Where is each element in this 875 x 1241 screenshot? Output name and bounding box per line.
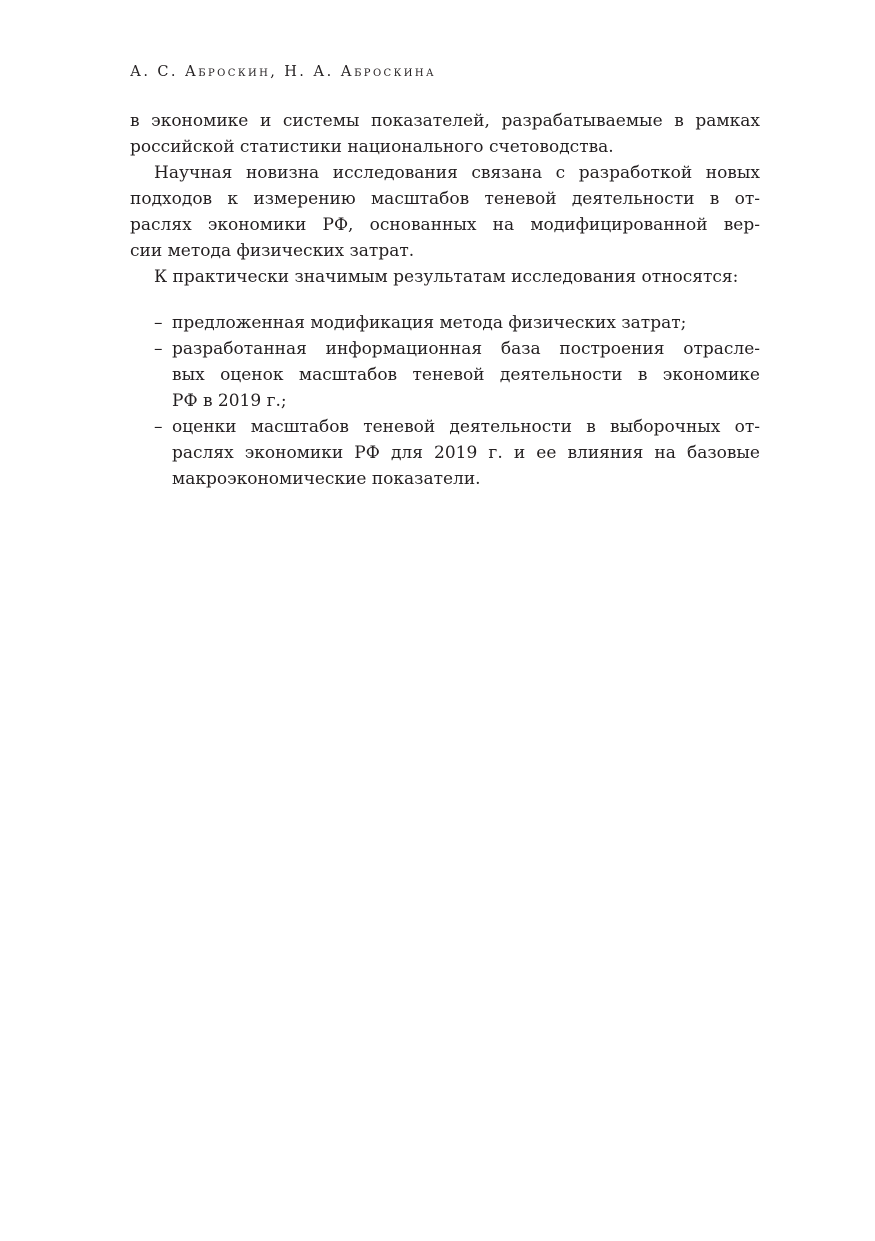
running-head-authors: А. С. Аброскин, Н. А. Аброскина [130,64,436,80]
list-item [130,310,760,336]
text-line: вых оценок масштабов теневой деятельности в экономике [172,365,760,385]
text-line: К практически значимым результатам исследования относятся: [154,267,739,287]
text-line: макроэкономические показатели. [172,469,481,489]
results-list [130,310,760,492]
paragraph-continuation [130,108,760,160]
list-dash: – [154,417,163,437]
paragraph-results-intro [130,264,760,290]
text-line: раслях экономики РФ для 2019 г. и ее влияния на базовые [172,443,760,463]
text-line: оценки масштабов теневой деятельности в выборочных от- [172,417,760,437]
text-line: разработанная информационная база построения отрасле- [172,339,760,359]
list-dash: – [154,339,163,359]
text-line: предложенная модификация метода физических затрат; [172,313,687,333]
text-line: сии метода физических затрат. [130,241,415,261]
text-line: РФ в 2019 г.; [172,391,287,411]
list-item [130,414,760,492]
book-page [130,62,760,492]
text-line: в экономике и системы показателей, разрабатываемые в рамках [130,111,760,131]
body-text [130,108,760,492]
text-line: подходов к измерению масштабов теневой деятельности в от- [130,189,760,209]
text-line: раслях экономики РФ, основанных на модифицированной вер- [130,215,760,235]
text-line: Научная новизна исследования связана с разработкой новых [154,163,760,183]
list-item [130,336,760,414]
list-dash: – [154,313,163,333]
paragraph-novelty [130,160,760,264]
text-line: российской статистики национального счетоводства. [130,137,614,157]
